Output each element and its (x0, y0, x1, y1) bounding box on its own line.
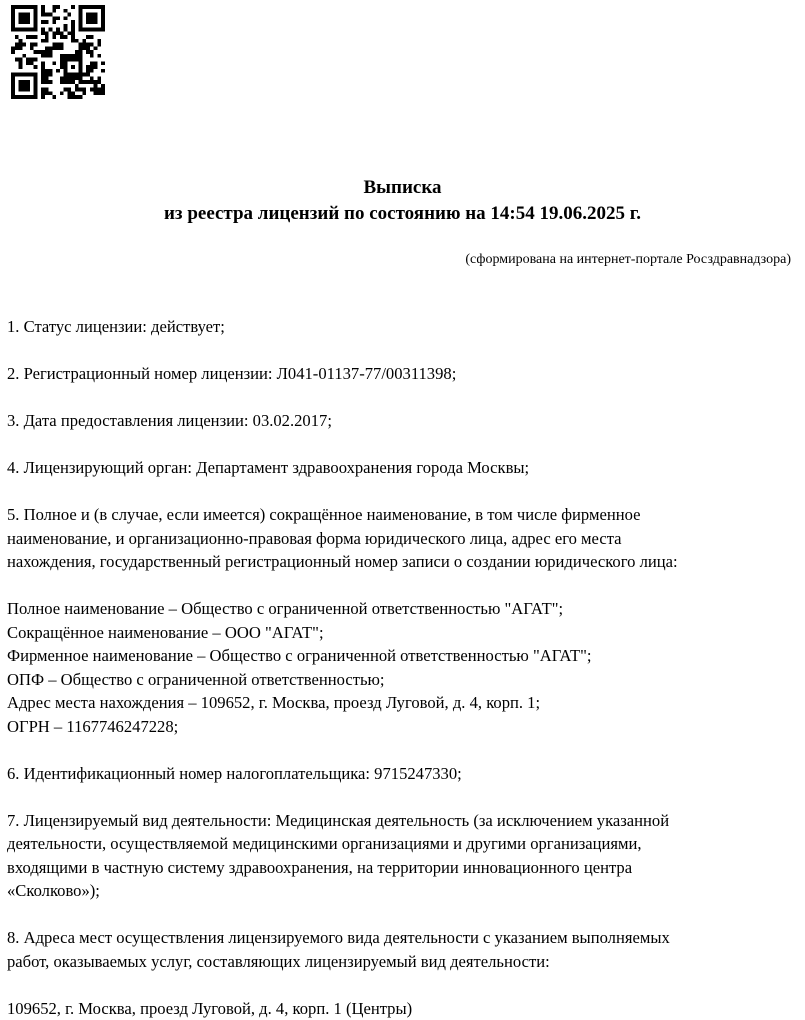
item-activity-line3: входящими в частную систему здравоохранения, на территории инновационного центра (7, 856, 797, 880)
item-license-status: 1. Статус лицензии: действует; (7, 315, 797, 339)
item-places-line1: 8. Адреса мест осуществления лицензируемого вида деятельности с указанием выполняемых (7, 926, 797, 950)
item-activity-line2: деятельности, осуществляемой медицинскими организациями и другими организациями, (7, 832, 797, 856)
item-licensing-body: 4. Лицензирующий орган: Департамент здравоохранения города Москвы; (7, 456, 797, 480)
extract-body (7, 315, 797, 1020)
place-address: 109652, г. Москва, проезд Луговой, д. 4, корп. 1 (Центры) (7, 997, 797, 1020)
legal-address: Адрес места нахождения – 109652, г. Москва, проезд Луговой, д. 4, корп. 1; (7, 691, 797, 715)
item-inn: 6. Идентификационный номер налогоплательщика: 9715247330; (7, 762, 797, 786)
document-title: Выписка (0, 174, 805, 202)
item-registration-number: 2. Регистрационный номер лицензии: Л041-01137-77/00311398; (7, 362, 797, 386)
full-name: Полное наименование – Общество с ограниченной ответственностью "АГАТ"; (7, 597, 797, 621)
item-names-heading-line1: 5. Полное и (в случае, если имеется) сокращённое наименование, в том числе фирменное (7, 503, 797, 527)
ogrn: ОГРН – 1167746247228; (7, 715, 797, 739)
item-activity-line4: «Сколково»); (7, 879, 797, 903)
short-name: Сокращённое наименование – ООО "АГАТ"; (7, 621, 797, 645)
qr-code-image (11, 5, 105, 99)
portal-note: (сформирована на интернет-портале Росздравнадзора) (465, 250, 791, 270)
document-subtitle: из реестра лицензий по состоянию на 14:54 19.06.2025 г. (0, 200, 805, 228)
item-names-heading-line2: наименование, и организационно-правовая форма юридического лица, адрес его места (7, 527, 797, 551)
item-places-line2: работ, оказываемых услуг, составляющих лицензируемый вид деятельности: (7, 950, 797, 974)
item-names-heading-line3: нахождения, государственный регистрационный номер записи о создании юридического лица: (7, 550, 797, 574)
legal-form: ОПФ – Общество с ограниченной ответственностью; (7, 668, 797, 692)
item-activity-line1: 7. Лицензируемый вид деятельности: Медицинская деятельность (за исключением указанной (7, 809, 797, 833)
brand-name: Фирменное наименование – Общество с ограниченной ответственностью "АГАТ"; (7, 644, 797, 668)
item-issue-date: 3. Дата предоставления лицензии: 03.02.2017; (7, 409, 797, 433)
